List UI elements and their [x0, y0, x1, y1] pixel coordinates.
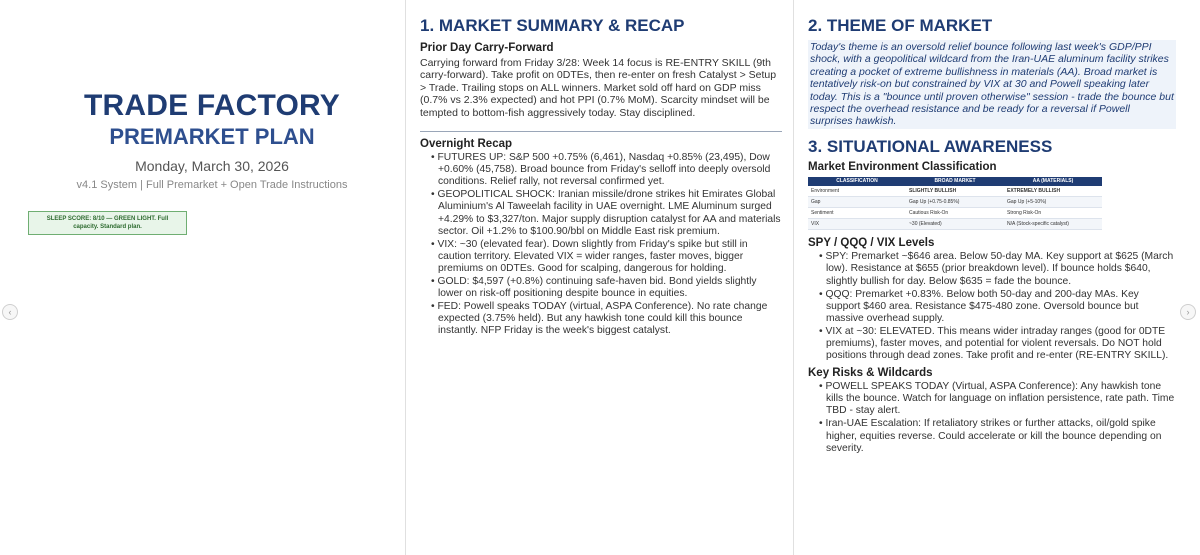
list-item: • FUTURES UP: S&P 500 +0.75% (6,461), Nasdaq +0.85% (23,495), Dow +0.60% (45,758). Broad bounce from Friday's selloff into deeply oversold conditions. Relief rally, not reversal confirmed yet. [420, 152, 782, 188]
list-item: • GEOPOLITICAL SHOCK: Iranian missile/drone strikes hit Emirates Global Aluminium's Al Taweelah facility in UAE overnight. LME Aluminum surged +4.29% to $3,327/ton. Major supply disruption catalyst for AA and materials sector. Oil +1.2% to $100.90/bbl on Middle East risk premium. [420, 189, 782, 237]
carry-forward-heading: Prior Day Carry-Forward [420, 42, 554, 54]
list-item: • Iran-UAE Escalation: If retaliatory strikes or further attacks, oil/gold spike higher, equities reverse. Could accelerate or kill the bounce depending on severity. [808, 418, 1176, 454]
table-header: BROAD MARKET [906, 177, 1004, 186]
list-item: • SPY: Premarket ~$646 area. Below 50-day MA. Key support at $625 (March low). Resistance at $655 (prior breakdown level). If bounce holds $640, slightly bullish for day. Below $635 = fade the bounce. [808, 251, 1176, 287]
environment-heading: Market Environment Classification [808, 160, 997, 173]
table-row [808, 186, 1102, 197]
table-cell: EXTREMELY BULLISH [1004, 186, 1102, 197]
market-summary-panel [405, 0, 794, 555]
chevron-right-icon[interactable]: › [1180, 304, 1196, 320]
table-cell: SLIGHTLY BULLISH [906, 186, 1004, 197]
brand-subtitle: PREMARKET PLAN [109, 124, 315, 149]
section-1-title: 1. MARKET SUMMARY & RECAP [420, 16, 685, 35]
risks-list [808, 381, 1176, 455]
table-cell: Sentiment [808, 208, 906, 219]
list-item: • GOLD: $4,597 (+0.8%) continuing safe-haven bid. Bond yields slightly lower on risk-off positioning despite bounce in equities. [420, 276, 782, 300]
version-text: v4.1 System | Full Premarket + Open Trade Instructions [76, 179, 348, 191]
chevron-left-icon[interactable]: ‹ [2, 304, 18, 320]
table-cell: Environment [808, 186, 906, 197]
list-item: • VIX: ~30 (elevated fear). Down slightly from Friday's spike but still in caution territory. Elevated VIX = wider ranges, faster moves, bigger premiums on 0DTEs. Good for scalping, dangerous for holding. [420, 239, 782, 275]
plan-date: Monday, March 30, 2026 [135, 158, 289, 174]
levels-heading: SPY / QQQ / VIX Levels [808, 237, 935, 250]
overnight-heading: Overnight Recap [420, 138, 513, 151]
list-item: • FED: Powell speaks TODAY (virtual, ASPA Conference). No rate change expected (3.75% held). But any hawkish tone could kill this bounce instantly. NFP Friday is the week's biggest catalyst. [420, 301, 782, 337]
table-cell: Gap Up (+5-10%) [1004, 197, 1102, 208]
environment-table [808, 177, 1102, 231]
list-item: • QQQ: Premarket +0.83%. Below both 50-day and 200-day MAs. Key support $460 area. Resistance $475-480 zone. Oversold bounce but massive overhead supply. [808, 289, 1176, 325]
levels-list [808, 251, 1176, 362]
table-cell: Cautious Risk-On [906, 208, 1004, 219]
table-row [808, 219, 1102, 230]
divider [420, 131, 782, 132]
table-header-row [808, 177, 1102, 186]
table-header: AA (MATERIALS) [1004, 177, 1102, 186]
table-cell: N/A (Stock-specific catalyst) [1004, 219, 1102, 230]
title-panel [0, 0, 404, 555]
section-2-title: 2. THEME OF MARKET [808, 16, 993, 35]
theme-text: Today's theme is an oversold relief bounce following last week's GDP/PPI shock, with a geopolitical wildcard from the Iran-UAE aluminum facility strikes creating a pocket of extreme bullishness in materials (AA). Broad market is tentatively risk-on but constrained by VIX at 30 and Powell speaking later today. This is a "bounce until proven otherwise" session - trade the bounce but respect the overhead resistance and be ready for a reversal if Powell surprises hawkish. [808, 40, 1176, 129]
table-cell: Gap [808, 197, 906, 208]
section-3-title: 3. SITUATIONAL AWARENESS [808, 136, 1053, 156]
table-cell: VIX [808, 219, 906, 230]
overnight-list [420, 152, 782, 337]
carry-forward-text: Carrying forward from Friday 3/28: Week 14 focus is RE-ENTRY SKILL (9th carry-forward). Take profit on 0DTEs, then re-enter on fresh Catalyst > Setup > Trade. Trailing stops on ALL winners. Market sold off hard on GDP miss (0.7% vs 2.3% expected) and hot PPI (0.7% MoM). Scarcity mindset will be tempted to bottom-fish aggressively today. Stay disciplined. [420, 57, 777, 119]
brand-title: TRADE FACTORY [84, 89, 340, 122]
table-cell: Strong Risk-On [1004, 208, 1102, 219]
list-item: • POWELL SPEAKS TODAY (Virtual, ASPA Conference): Any hawkish tone kills the bounce. Watch for language on inflation persistence, rate path. Time TBD - stay alert. [808, 381, 1176, 417]
table-cell: Gap Up (+0.75-0.85%) [906, 197, 1004, 208]
table-cell: ~30 (Elevated) [906, 219, 1004, 230]
list-item: • VIX at ~30: ELEVATED. This means wider intraday ranges (good for 0DTE premiums), faster moves, and potential for violent reversals. Do NOT hold positions through dead zones. Take profit and re-enter (RE-ENTRY SKILL). [808, 326, 1176, 362]
risks-heading: Key Risks & Wildcards [808, 367, 933, 380]
table-header: CLASSIFICATION [808, 177, 906, 186]
sleep-score-badge: SLEEP SCORE: 8/10 — GREEN LIGHT. Full capacity. Standard plan. [28, 211, 187, 235]
table-row [808, 208, 1102, 219]
table-row [808, 197, 1102, 208]
theme-panel [795, 0, 1200, 555]
